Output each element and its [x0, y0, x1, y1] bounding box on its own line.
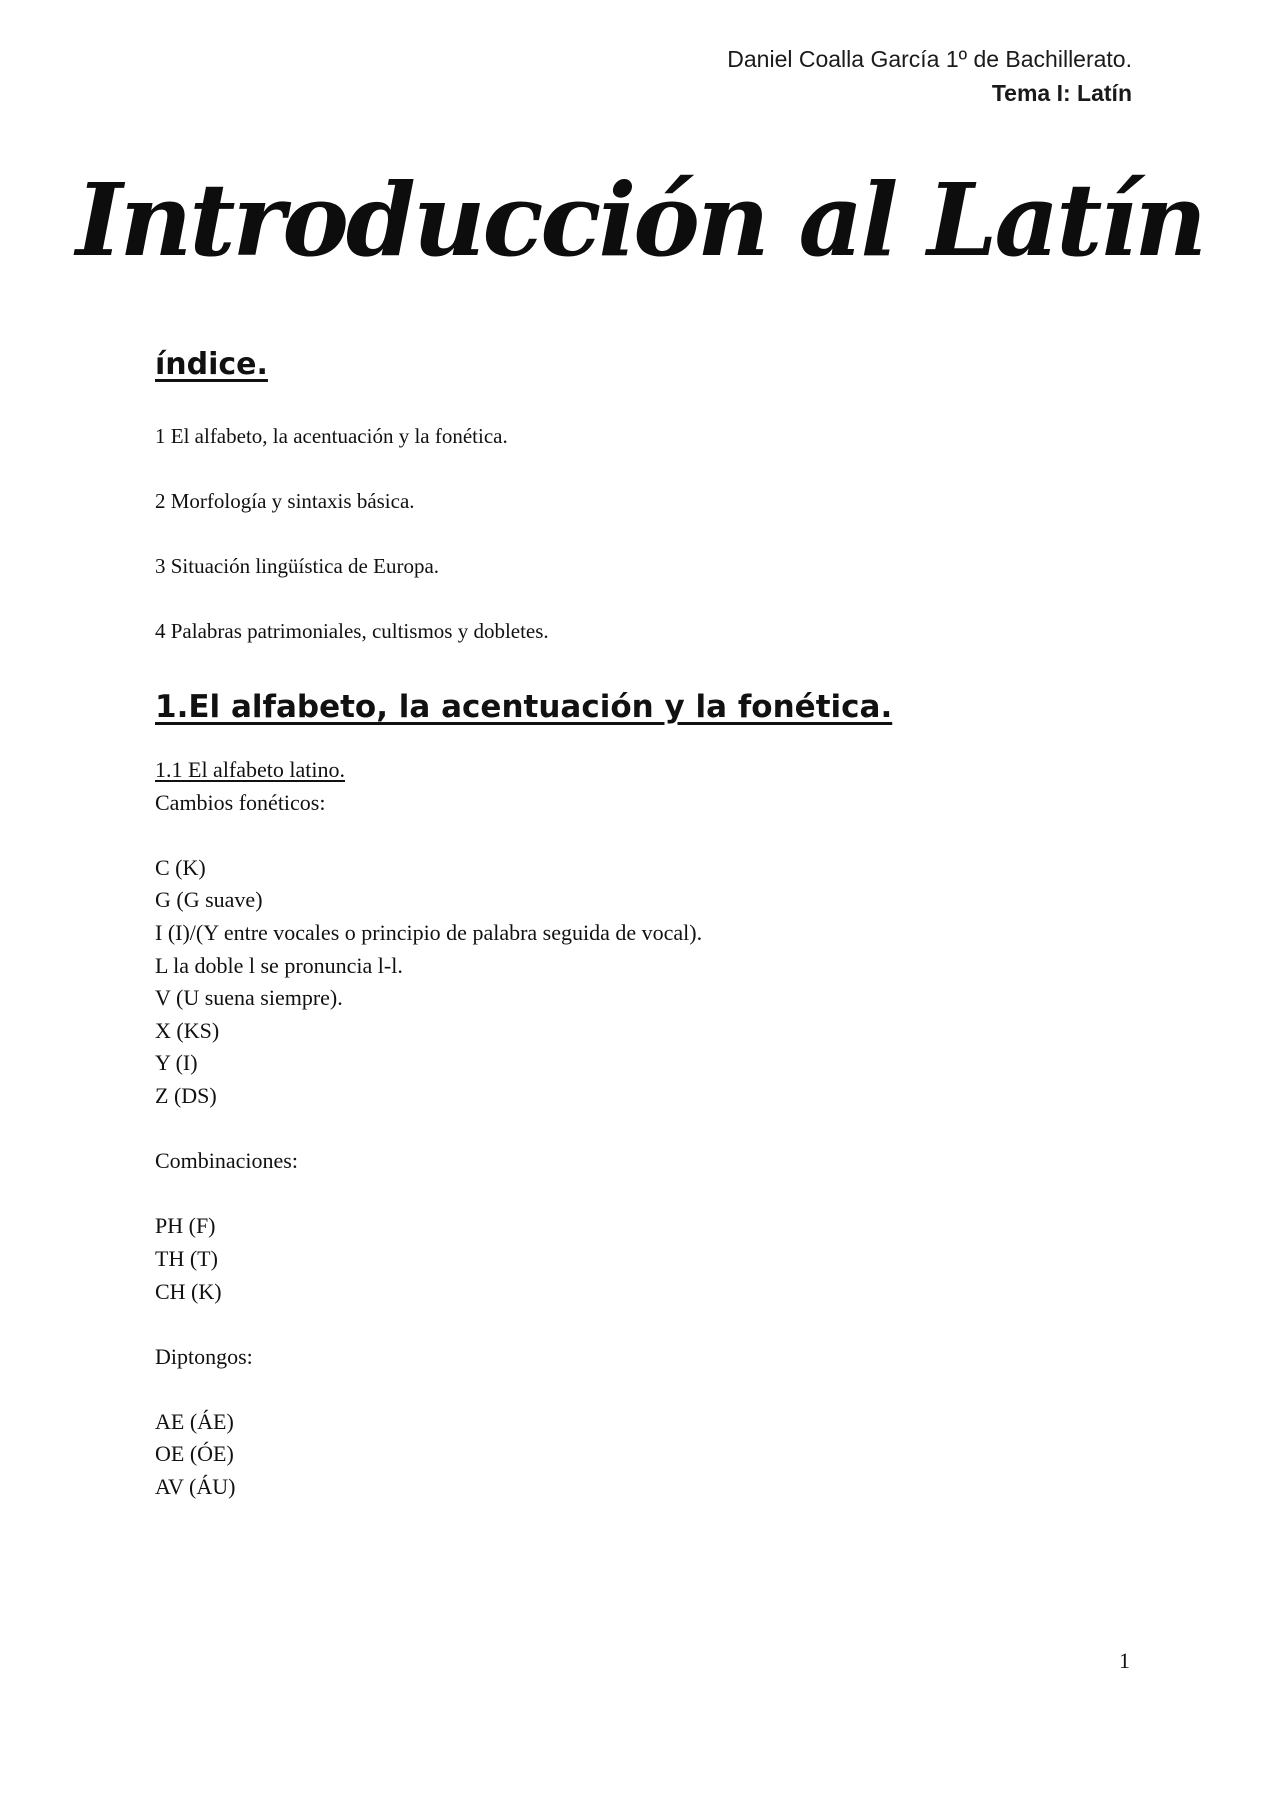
diphthongs-label: Diptongos: — [155, 1343, 253, 1369]
list-item: Y (I) — [155, 1050, 198, 1076]
list-item: AE (ÁE) — [155, 1408, 234, 1434]
list-item: C (K) — [155, 854, 206, 880]
subsection-heading: 1.1 El alfabeto latino. — [155, 757, 345, 782]
toc-item-4: 4 Palabras patrimoniales, cultismos y dobletes. — [155, 619, 549, 643]
section-1-heading: 1.El alfabeto, la acentuación y la fonética. — [155, 689, 893, 725]
list-item: L la doble l se pronuncia l-l. — [155, 952, 403, 978]
diphthongs-list — [155, 1406, 1135, 1504]
list-item: V (U suena siempre). — [155, 985, 343, 1011]
list-item: AV (ÁU) — [155, 1474, 236, 1500]
spacer — [155, 819, 1135, 852]
list-item: Z (DS) — [155, 1082, 217, 1108]
header-topic-line: Tema I: Latín — [991, 80, 1132, 106]
section-1-content — [155, 754, 1135, 1504]
list-item: I (I)/(Y entre vocales o principio de palabra seguida de vocal). — [155, 919, 703, 945]
spacer — [155, 1113, 1135, 1146]
toc-item-2: 2 Morfología y sintaxis básica. — [155, 489, 415, 513]
toc-item-3: 3 Situación lingüística de Europa. — [155, 554, 440, 578]
combinations-list — [155, 1210, 1135, 1308]
list-item: G (G suave) — [155, 887, 263, 913]
phonetic-changes-list — [155, 852, 1135, 1113]
page-header — [727, 42, 1132, 110]
list-item: TH (T) — [155, 1245, 218, 1271]
phonetic-changes-label: Cambios fonéticos: — [155, 789, 326, 815]
list-item: OE (ÓE) — [155, 1441, 234, 1467]
spacer — [155, 1308, 1135, 1341]
toc-item-1: 1 El alfabeto, la acentuación y la fonética. — [155, 424, 508, 448]
page-number: 1 — [1119, 1648, 1130, 1673]
list-item: X (KS) — [155, 1017, 220, 1043]
document-title: Introducción al Latín — [75, 161, 1205, 279]
combinations-label: Combinaciones: — [155, 1148, 298, 1174]
spacer — [155, 1373, 1135, 1406]
list-item: PH (F) — [155, 1213, 216, 1239]
document-body — [155, 340, 1135, 1504]
list-item: CH (K) — [155, 1278, 222, 1304]
table-of-contents — [155, 422, 1135, 645]
header-author-line: Daniel Coalla García 1º de Bachillerato. — [727, 46, 1132, 72]
index-heading: índice. — [155, 347, 268, 382]
spacer — [155, 1178, 1135, 1211]
